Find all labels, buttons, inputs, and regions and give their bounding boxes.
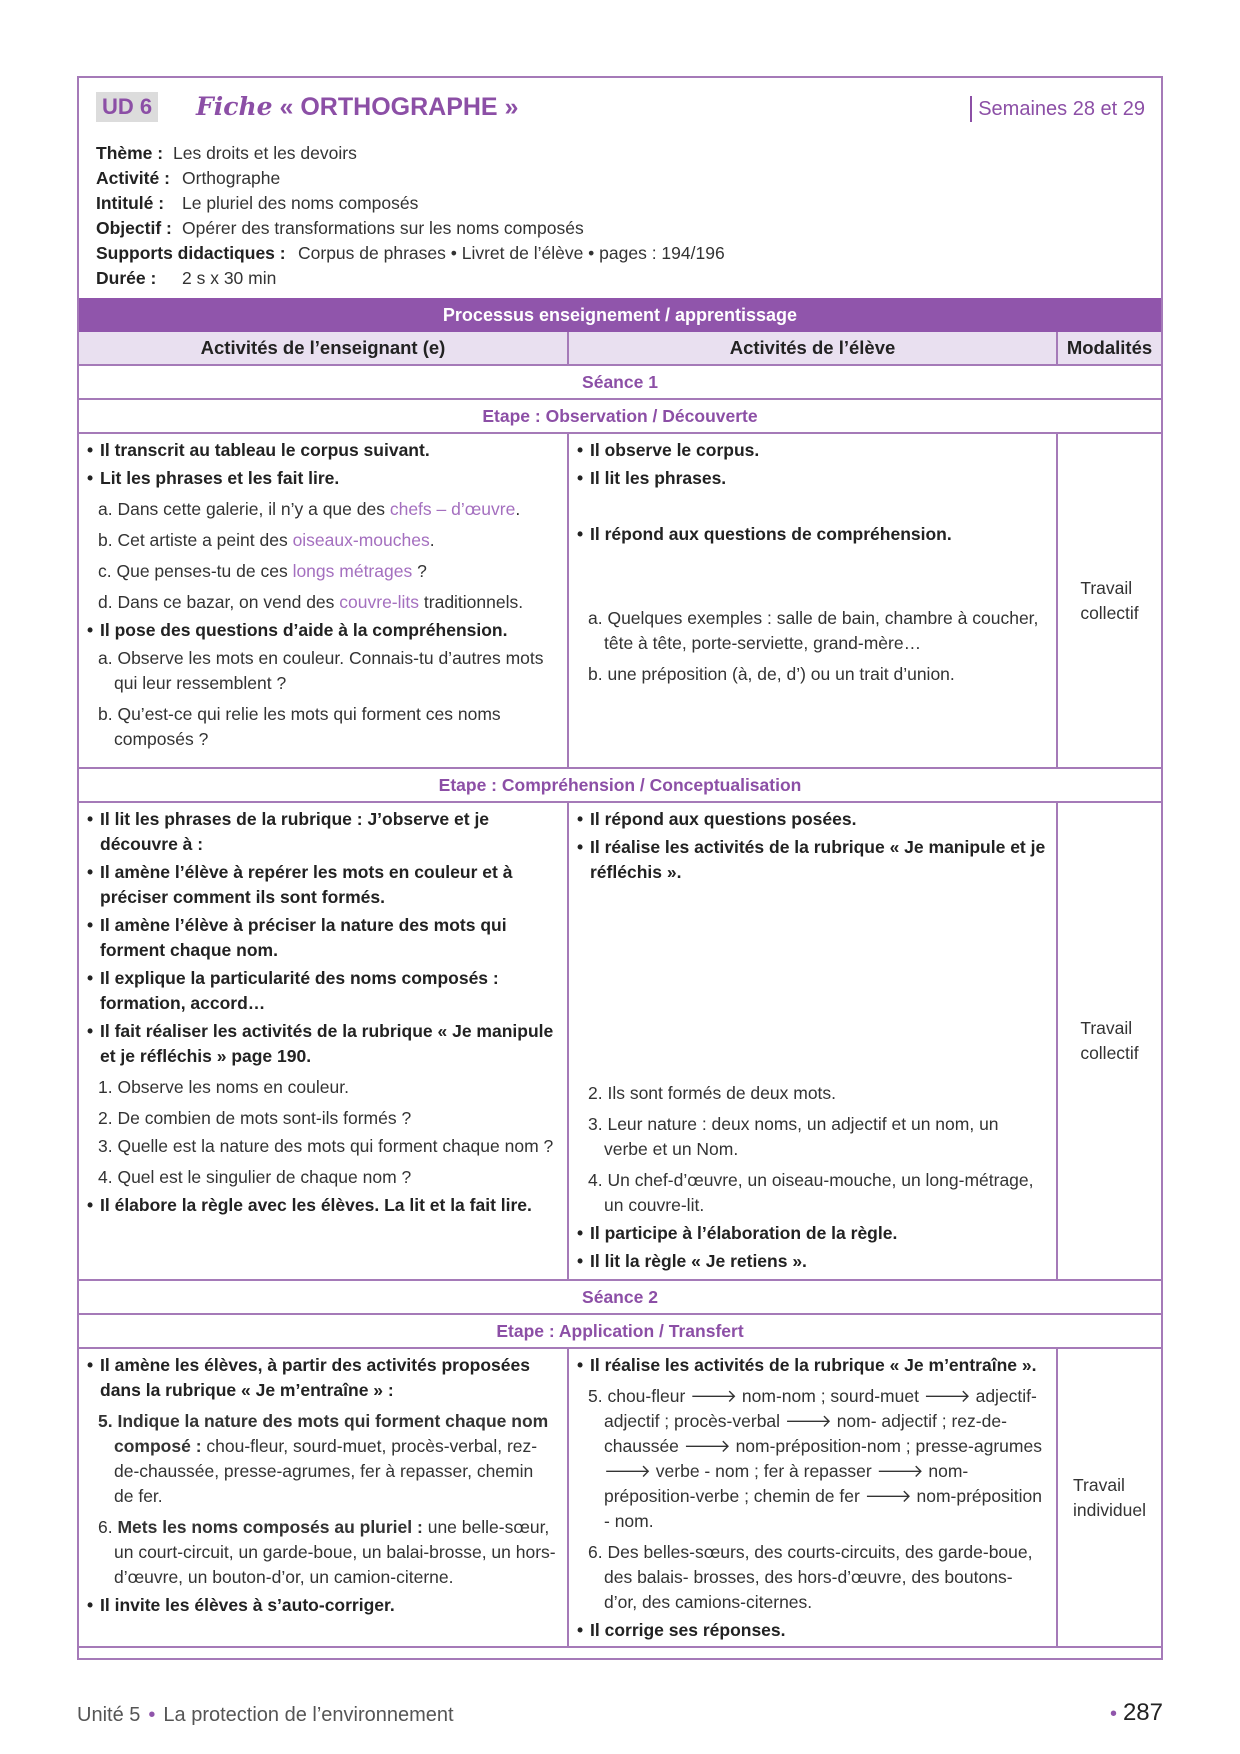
student-item: • Il répond aux questions de compréhension. bbox=[577, 522, 1046, 547]
objectif-label: Objectif : bbox=[96, 218, 172, 238]
footer-unit bbox=[77, 1702, 454, 1728]
question-a: a. Observe les mots en couleur. Connais-tu d’autres mots qui leur ressemblent ? bbox=[98, 648, 544, 693]
unit-badge: UD 6 bbox=[96, 92, 158, 122]
student-item: • Il corrige ses réponses. bbox=[577, 1618, 1046, 1643]
unit-subject: La protection de l’environnement bbox=[163, 1704, 454, 1726]
teacher-cell-comprehension bbox=[79, 802, 568, 1280]
title-subject: « ORTHOGRAPHE » bbox=[279, 93, 519, 121]
answer-3: 3. Leur nature : deux noms, un adjectif et un nom, un verbe et un Nom. bbox=[588, 1114, 999, 1159]
student-item: • Il lit la règle « Je retiens ». bbox=[577, 1249, 1046, 1274]
question-2: 2. De combien de mots sont-ils formés ? bbox=[98, 1108, 412, 1128]
question-b: b. Qu’est-ce qui relie les mots qui forment ces noms composés ? bbox=[98, 704, 501, 749]
sheet-header bbox=[79, 78, 1161, 298]
process-band: Processus enseignement / apprentissage bbox=[79, 298, 1161, 332]
teacher-item: • Il lit les phrases de la rubrique : J’observe et je découvre à : bbox=[87, 807, 557, 857]
modality-line: Travail bbox=[1080, 577, 1133, 598]
teacher-item: • Il amène l’élève à repérer les mots en couleur et à préciser comment ils sont formés. bbox=[87, 860, 557, 910]
weeks-label: Semaines 28 et 29 bbox=[970, 96, 1145, 122]
activite-value: Orthographe bbox=[182, 168, 281, 188]
answer-b: b. une préposition (à, de, d’) ou un trait d’union. bbox=[588, 664, 955, 684]
unit-label: Unité 5 bbox=[77, 1704, 141, 1726]
teacher-item: • Il explique la particularité des noms composés : formation, accord… bbox=[87, 966, 557, 1016]
student-item: • Il réalise les activités de la rubrique « Je m’entraîne ». bbox=[577, 1353, 1046, 1378]
supports-label: Supports didactiques : bbox=[96, 243, 286, 263]
corpus-sentence-d: d. Dans ce bazar, on vend des couvre-lits traditionnels. bbox=[98, 592, 524, 612]
modality-line: individuel bbox=[1073, 1499, 1146, 1520]
supports-value: Corpus de phrases • Livret de l’élève • pages : 194/196 bbox=[298, 243, 725, 263]
answer-6: 6. Des belles-sœurs, des courts-circuits, des garde-boue, des balais- brosses, des hors-d’œuvre, des boutons- d’or, des camions-citernes. bbox=[588, 1542, 1033, 1612]
modality-line: collectif bbox=[1080, 1043, 1139, 1063]
intitule-label: Intitulé : bbox=[96, 193, 165, 213]
duree-value: 2 s x 30 min bbox=[182, 268, 277, 288]
fiche-word: Fiche bbox=[196, 92, 273, 121]
question-1: 1. Observe les noms en couleur. bbox=[98, 1077, 349, 1097]
student-item: • Il participe à l’élaboration de la règle. bbox=[577, 1221, 1046, 1246]
teacher-item: • Il invite les élèves à s’auto-corriger. bbox=[87, 1593, 557, 1618]
student-cell-observation bbox=[568, 433, 1057, 768]
student-cell-application bbox=[568, 1348, 1057, 1647]
activities-table bbox=[79, 332, 1161, 1648]
modality-line: Travail bbox=[1080, 1018, 1133, 1038]
sheet-title bbox=[196, 90, 518, 124]
theme-value: Les droits et les devoirs bbox=[173, 143, 357, 163]
teacher-cell-observation bbox=[79, 433, 568, 768]
col-student: Activités de l’élève bbox=[568, 332, 1057, 365]
etape-application-title: Etape : Application / Transfert bbox=[79, 1314, 1161, 1348]
teacher-item: • Il transcrit au tableau le corpus suivant. bbox=[87, 438, 557, 463]
modality-line: Travail bbox=[1073, 1474, 1125, 1495]
question-3: 3. Quelle est la nature des mots qui forment chaque nom ? bbox=[98, 1136, 554, 1156]
question-4: 4. Quel est le singulier de chaque nom ? bbox=[98, 1167, 412, 1187]
lesson-sheet bbox=[77, 76, 1163, 1660]
student-item: • Il observe le corpus. bbox=[577, 438, 1046, 463]
student-item: • Il lit les phrases. bbox=[577, 466, 1046, 491]
exercise-6: 6. Mets les noms composés au pluriel : une belle-sœur, un court-circuit, un garde-boue, un balai-brosse, un hors-d’œuvre, un bouton-d’or, un camion-citerne. bbox=[98, 1517, 556, 1587]
teacher-item: • Il pose des questions d’aide à la compréhension. bbox=[87, 618, 557, 643]
etape-observation-title: Etape : Observation / Découverte bbox=[79, 399, 1161, 433]
corpus-sentence-a: a. Dans cette galerie, il n’y a que des chefs – d’œuvre. bbox=[98, 499, 521, 519]
seance-1-title: Séance 1 bbox=[79, 365, 1161, 399]
answer-4: 4. Un chef-d’œuvre, un oiseau-mouche, un long-métrage, un couvre-lit. bbox=[588, 1170, 1034, 1215]
meta-block bbox=[96, 141, 725, 291]
answer-5: 5. chou-fleur 🡒 nom-nom ; sourd-muet 🡒 adjectif-adjectif ; procès-verbal 🡒 nom- adjectif ; rez-de-chaussée 🡒 nom-préposition-nom ; presse-agrumes 🡒 verbe - nom ; fer à repasser 🡒 nom-préposition-verbe ; chemin de fer 🡒 nom-préposition - nom. bbox=[588, 1386, 1042, 1531]
teacher-item: • Il amène l’élève à préciser la nature des mots qui forment chaque nom. bbox=[87, 913, 557, 963]
seance-2-title: Séance 2 bbox=[79, 1280, 1161, 1314]
col-modalities: Modalités bbox=[1057, 332, 1161, 365]
corpus-sentence-b: b. Cet artiste a peint des oiseaux-mouches. bbox=[98, 530, 435, 550]
modality-observation bbox=[1057, 433, 1161, 768]
teacher-item: • Il fait réaliser les activités de la rubrique « Je manipule et je réfléchis » page 190. bbox=[87, 1019, 557, 1069]
page-number: • 287 bbox=[1109, 1699, 1163, 1726]
student-cell-comprehension bbox=[568, 802, 1057, 1280]
modality-comprehension bbox=[1057, 802, 1161, 1280]
modality-line: collectif bbox=[1080, 602, 1139, 623]
answer-2: 2. Ils sont formés de deux mots. bbox=[588, 1083, 837, 1103]
etape-comprehension-title: Etape : Compréhension / Conceptualisation bbox=[79, 768, 1161, 802]
objectif-value: Opérer des transformations sur les noms composés bbox=[182, 218, 584, 238]
corpus-sentence-c: c. Que penses-tu de ces longs métrages ? bbox=[98, 561, 427, 581]
theme-label: Thème : bbox=[96, 143, 164, 163]
page-bullet: • bbox=[1109, 1703, 1117, 1725]
intitule-value: Le pluriel des noms composés bbox=[182, 193, 419, 213]
answer-a: a. Quelques exemples : salle de bain, chambre à coucher, tête à tête, porte-serviette, grand-mère… bbox=[588, 608, 1039, 653]
teacher-item: • Il amène les élèves, à partir des activités proposées dans la rubrique « Je m’entraîne » : bbox=[87, 1353, 557, 1403]
teacher-item: • Lit les phrases et les fait lire. bbox=[87, 466, 557, 491]
activite-label: Activité : bbox=[96, 168, 170, 188]
student-item: • Il répond aux questions posées. bbox=[577, 807, 1046, 832]
duree-label: Durée : bbox=[96, 268, 157, 288]
teacher-cell-application bbox=[79, 1348, 568, 1647]
student-item: • Il réalise les activités de la rubrique « Je manipule et je réfléchis ». bbox=[577, 835, 1046, 885]
exercise-5: 5. Indique la nature des mots qui forment chaque nom composé : chou-fleur, sourd-muet, procès-verbal, rez-de-chaussée, presse-agrumes, fer à repasser, chemin de fer. bbox=[98, 1411, 549, 1506]
modality-application bbox=[1057, 1348, 1161, 1647]
teacher-item: • Il élabore la règle avec les élèves. La lit et la fait lire. bbox=[87, 1193, 557, 1218]
col-teacher: Activités de l’enseignant (e) bbox=[79, 332, 568, 365]
bullet-separator: • bbox=[148, 1704, 156, 1726]
